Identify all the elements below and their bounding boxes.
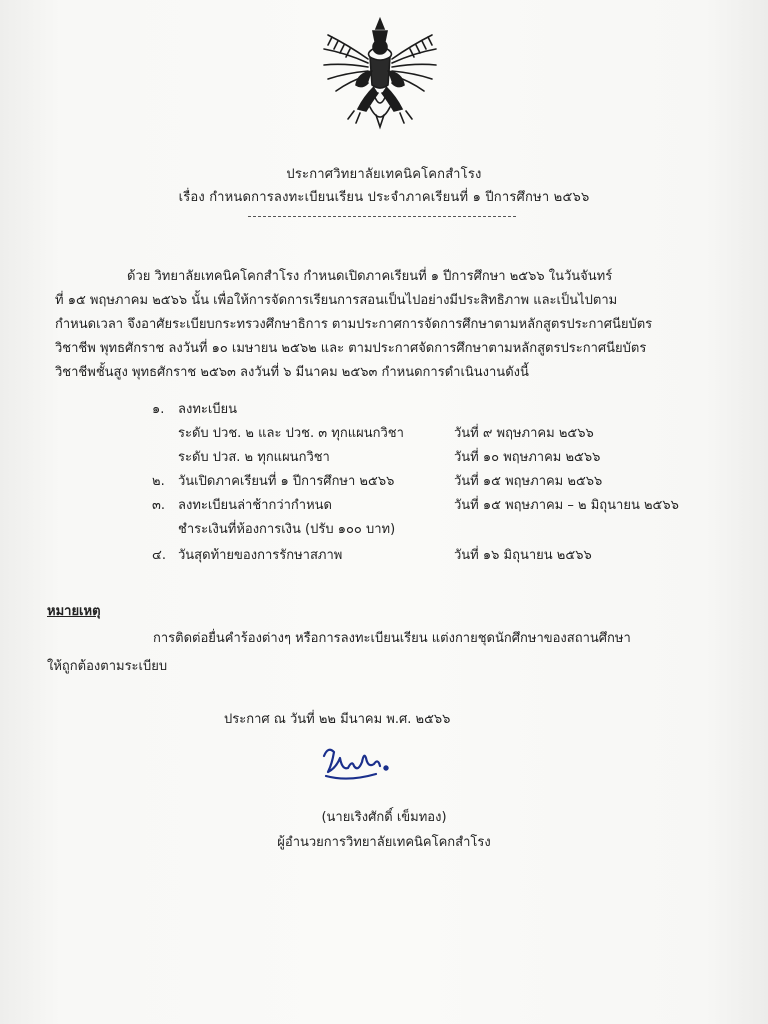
item-label: ลงทะเบียน — [178, 402, 238, 417]
item-date: วันที่ ๑๕ พฤษภาคม – ๒ มิถุนายน ๒๕๖๖ — [454, 498, 679, 513]
body-line-4: วิชาชีพ พุทธศักราช ลงวันที่ ๑๐ เมษายน ๒๕๖๒ และ ตามประกาศจัดการศึกษาตามหลักสูตรประกาศนียบัตร — [55, 341, 647, 356]
item-number: ๒. — [152, 474, 165, 489]
announcement-subject: เรื่อง กำหนดการลงทะเบียนเรียน ประจำภาคเรียนที่ ๑ ปีการศึกษา ๒๕๖๖ — [178, 190, 590, 205]
note-line-1: การติดต่อยื่นคำร้องต่างๆ หรือการลงทะเบียนเรียน แต่งกายชุดนักศึกษาของสถานศึกษา — [153, 631, 631, 646]
announcement-title: ประกาศวิทยาลัยเทคนิคโคกสำโรง — [286, 167, 482, 182]
body-line-2: ที่ ๑๕ พฤษภาคม ๒๕๖๖ นั้น เพื่อให้การจัดการเรียนการสอนเป็นไปอย่างมีประสิทธิภาพ และเป็นไปตาม — [55, 293, 618, 308]
item-number: ๔. — [152, 548, 166, 563]
item-number: ๑. — [152, 402, 165, 417]
body-line-1: ด้วย วิทยาลัยเทคนิคโคกสำโรง กำหนดเปิดภาคเรียนที่ ๑ ปีการศึกษา ๒๕๖๖ ในวันจันทร์ — [127, 269, 613, 284]
item-date: วันที่ ๙ พฤษภาคม ๒๕๖๖ — [454, 426, 594, 441]
item-label: วันเปิดภาคเรียนที่ ๑ ปีการศึกษา ๒๕๖๖ — [178, 474, 395, 489]
signer-name: (นายเริงศักดิ์ เข็มทอง) — [321, 810, 447, 825]
sub-item-label: ระดับ ปวช. ๒ และ ปวช. ๓ ทุกแผนกวิชา — [178, 426, 404, 441]
item-date: วันที่ ๑๐ พฤษภาคม ๒๕๖๖ — [454, 450, 601, 465]
sub-item-label: ชำระเงินที่ห้องการเงิน (ปรับ ๑๐๐ บาท) — [178, 522, 396, 537]
garuda-emblem-icon — [318, 15, 443, 130]
sub-item-label: ระดับ ปวส. ๒ ทุกแผนกวิชา — [178, 450, 330, 465]
item-date: วันที่ ๑๖ มิถุนายน ๒๕๖๖ — [454, 548, 592, 563]
body-line-3: กำหนดเวลา จึงอาศัยระเบียบกระทรวงศึกษาธิการ ตามประกาศการจัดการศึกษาตามหลักสูตรประกาศนียบัตร — [55, 317, 653, 332]
item-number: ๓. — [152, 498, 166, 513]
body-line-5: วิชาชีพชั้นสูง พุทธศักราช ๒๕๖๓ ลงวันที่ ๖ มีนาคม ๒๕๖๓ กำหนดการดำเนินงานดังนี้ — [55, 365, 529, 380]
announce-date: ประกาศ ณ วันที่ ๒๒ มีนาคม พ.ศ. ๒๕๖๖ — [224, 712, 451, 727]
signature-image — [318, 738, 398, 788]
item-date: วันที่ ๑๕ พฤษภาคม ๒๕๖๖ — [454, 474, 603, 489]
note-heading: หมายเหตุ — [47, 604, 101, 619]
divider — [248, 216, 516, 217]
item-label: ลงทะเบียนล่าช้ากว่ากำหนด — [178, 498, 332, 513]
note-line-2: ให้ถูกต้องตามระเบียบ — [47, 659, 168, 674]
item-label: วันสุดท้ายของการรักษาสภาพ — [178, 548, 343, 563]
signer-title: ผู้อำนวยการวิทยาลัยเทคนิคโคกสำโรง — [277, 835, 491, 850]
